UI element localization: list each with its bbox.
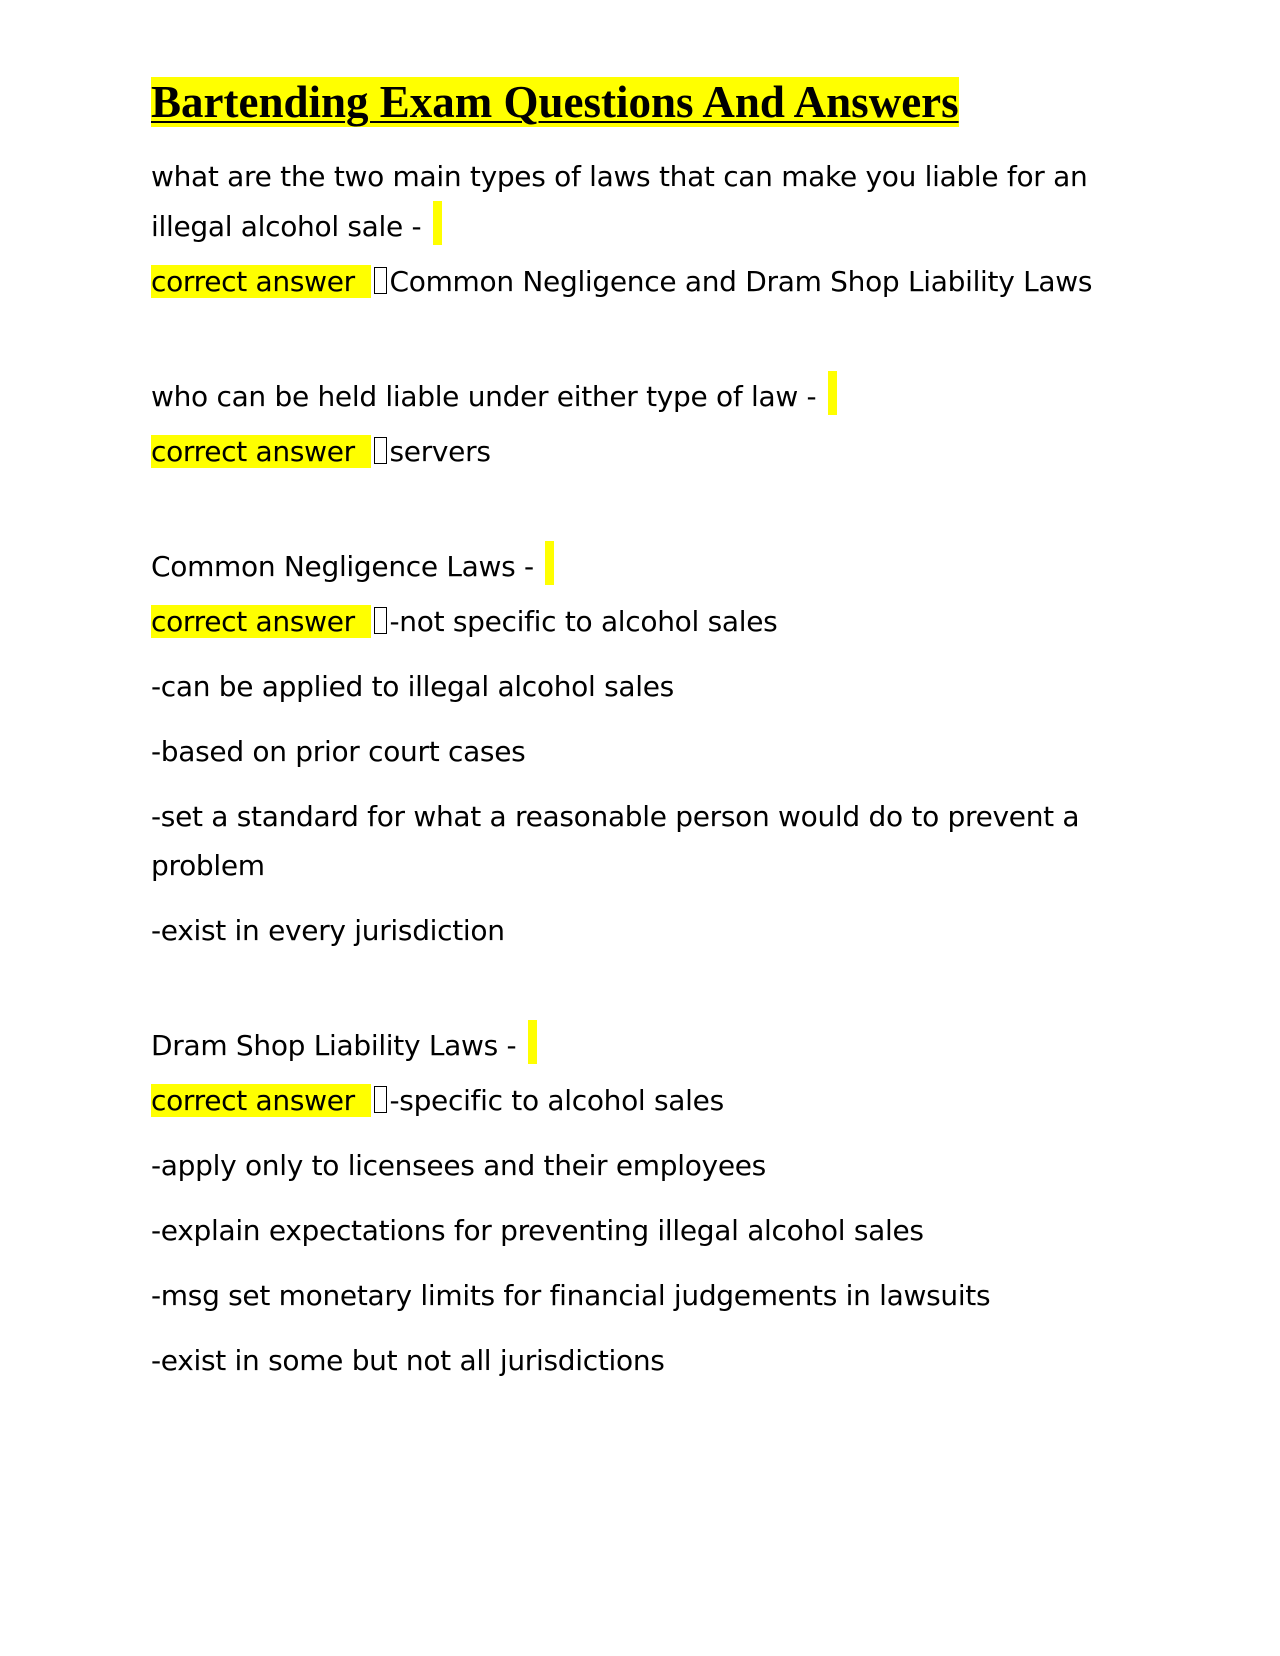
answer-label: correct answer — [151, 435, 371, 468]
document-title-text: Bartending Exam Questions And Answers — [151, 77, 959, 127]
highlight-marker — [545, 541, 554, 585]
question-label: Dram Shop Liability Laws - — [151, 1029, 525, 1062]
question-label: what are the two main types of laws that can make you liable for an illegal alcohol sale - — [151, 160, 1088, 243]
question-text — [151, 152, 1141, 251]
document-title — [151, 74, 1141, 130]
answer-line — [151, 597, 1141, 646]
question-text — [151, 371, 1141, 421]
qa-item-3 — [151, 541, 1141, 955]
answer-bullet: -set a standard for what a reasonable person would do to prevent a problem — [151, 800, 1080, 882]
question-label: who can be held liable under either type of law - — [151, 380, 825, 413]
qa-item-2 — [151, 371, 1141, 476]
answer-bullet: -explain expectations for preventing illegal alcohol sales — [151, 1214, 924, 1247]
answer-bullet: -msg set monetary limits for financial judgements in lawsuits — [151, 1279, 991, 1312]
missing-glyph-icon — [374, 1086, 387, 1113]
answer-bullet: -exist in every jurisdiction — [151, 914, 505, 947]
answer-bullet: -can be applied to illegal alcohol sales — [151, 670, 674, 703]
answer-line — [151, 427, 1141, 476]
highlight-marker — [828, 371, 837, 415]
answer-line — [151, 1076, 1141, 1125]
answer-label: correct answer — [151, 265, 371, 298]
highlight-marker — [433, 201, 442, 245]
document-body — [151, 74, 1141, 1450]
question-label: Common Negligence Laws - — [151, 550, 543, 583]
answer-label: correct answer — [151, 1084, 371, 1117]
question-text — [151, 541, 1141, 591]
answer-bullet: -exist in some but not all jurisdictions — [151, 1344, 665, 1377]
answer-text: -not specific to alcohol sales — [389, 605, 778, 638]
answer-text: -specific to alcohol sales — [389, 1084, 724, 1117]
missing-glyph-icon — [374, 267, 387, 294]
answer-text: Common Negligence and Dram Shop Liability Laws — [389, 265, 1093, 298]
missing-glyph-icon — [374, 437, 387, 464]
answer-bullet: -based on prior court cases — [151, 735, 526, 768]
answer-line — [151, 257, 1141, 306]
answer-bullet: -apply only to licensees and their employees — [151, 1149, 766, 1182]
answer-text: servers — [389, 435, 491, 468]
qa-item-4 — [151, 1020, 1141, 1385]
highlight-marker — [528, 1020, 537, 1064]
question-text — [151, 1020, 1141, 1070]
missing-glyph-icon — [374, 607, 387, 634]
qa-item-1 — [151, 152, 1141, 306]
answer-label: correct answer — [151, 605, 371, 638]
